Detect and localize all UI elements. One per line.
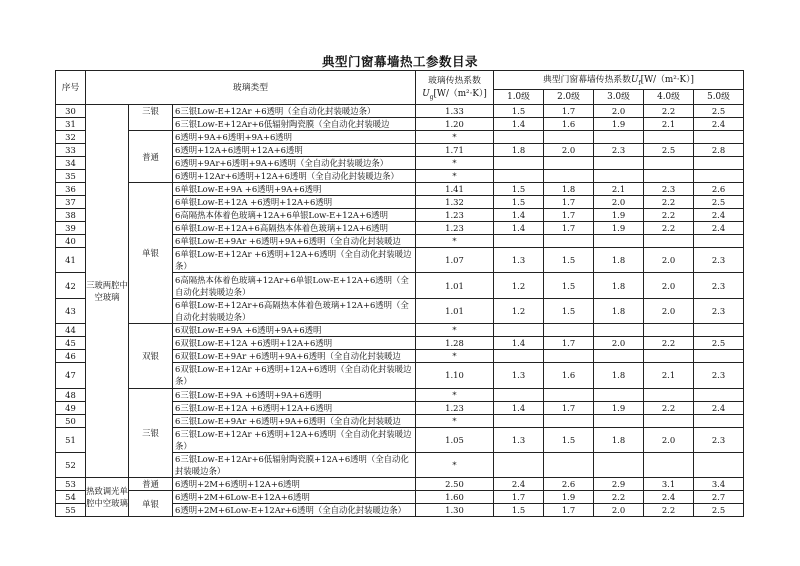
ug-value: 1.23: [416, 222, 494, 235]
uf-value: 2.3: [694, 273, 744, 298]
subcategory: 普通: [129, 478, 173, 491]
uf-value: [694, 131, 744, 144]
uf-value: [544, 414, 594, 427]
uf-value: 2.1: [644, 118, 694, 131]
uf-value: [494, 414, 544, 427]
uf-value: [594, 350, 644, 363]
uf-value: 1.3: [494, 427, 544, 452]
uf-value: [494, 235, 544, 248]
row-no: 50: [56, 414, 86, 427]
uf-value: 2.2: [644, 401, 694, 414]
row-no: 48: [56, 388, 86, 401]
uf-value: [594, 131, 644, 144]
uf-value: [494, 157, 544, 170]
table-row: [56, 324, 744, 337]
glass-type: 6单银Low-E+9Ar +6透明+9A+6透明（全自动化封装暖边: [173, 235, 416, 248]
uf-value: 2.0: [594, 337, 644, 350]
ug-value: 1.23: [416, 401, 494, 414]
uf-value: 2.5: [694, 196, 744, 209]
uf-value: 2.0: [594, 504, 644, 517]
row-no: 52: [56, 452, 86, 477]
ug-value: *: [416, 452, 494, 477]
uf-value: [694, 170, 744, 183]
header-seq: 序号: [56, 71, 86, 105]
uf-value: [644, 131, 694, 144]
uf-value: 2.4: [694, 401, 744, 414]
uf-value: 1.4: [494, 222, 544, 235]
header-grade: 2.0级: [544, 90, 594, 105]
uf-value: [594, 414, 644, 427]
uf-value: 2.2: [644, 337, 694, 350]
uf-value: [694, 157, 744, 170]
uf-value: 1.7: [544, 337, 594, 350]
uf-value: [494, 388, 544, 401]
ug-value: *: [416, 157, 494, 170]
uf-value: [594, 157, 644, 170]
glass-type: 6单银Low-E+12Ar +6透明+12A+6透明（全自动化封装暖边条）: [173, 248, 416, 273]
uf-value: 1.8: [594, 273, 644, 298]
header-ug-sub: g: [429, 93, 434, 101]
table-row: [56, 105, 744, 118]
uf-value: 1.6: [544, 363, 594, 388]
uf-value: [594, 324, 644, 337]
uf-value: 1.7: [544, 105, 594, 118]
ug-value: 1.10: [416, 363, 494, 388]
row-no: 39: [56, 222, 86, 235]
uf-value: [644, 157, 694, 170]
uf-value: [694, 414, 744, 427]
header-uf-label: 典型门窗幕墙传热系数: [543, 75, 631, 85]
uf-value: 2.3: [594, 144, 644, 157]
glass-type: 6高隔热本体着色玻璃+12Ar+6单银Low-E+12A+6透明（全自动化封装暖边条）: [173, 273, 416, 298]
uf-value: 1.9: [594, 118, 644, 131]
uf-value: 1.5: [544, 427, 594, 452]
uf-value: 1.9: [594, 401, 644, 414]
row-no: 46: [56, 350, 86, 363]
glass-type: 6透明+2M+6Low-E+12A+6透明: [173, 491, 416, 504]
thermal-parameters-table: [55, 70, 744, 517]
row-no: 30: [56, 105, 86, 118]
ug-value: 1.33: [416, 105, 494, 118]
header-uf-symbol: U: [631, 75, 639, 85]
ug-value: 1.01: [416, 273, 494, 298]
ug-value: *: [416, 170, 494, 183]
glass-type: 6单银Low-E+12A +6透明+12A+6透明: [173, 196, 416, 209]
uf-value: 1.9: [594, 222, 644, 235]
uf-value: 2.0: [644, 427, 694, 452]
ug-value: 1.01: [416, 298, 494, 323]
uf-value: 1.8: [594, 427, 644, 452]
uf-value: 2.3: [694, 427, 744, 452]
glass-type: 6三银Low-E+12A +6透明+12A+6透明: [173, 401, 416, 414]
subcategory: 普通: [129, 131, 173, 183]
row-no: 51: [56, 427, 86, 452]
uf-value: 2.4: [494, 478, 544, 491]
ug-value: 1.32: [416, 196, 494, 209]
uf-value: 3.1: [644, 478, 694, 491]
category-group: 热致调光单腔中空玻璃: [86, 478, 129, 517]
uf-value: 1.4: [494, 209, 544, 222]
subcategory: 单银: [129, 183, 173, 324]
uf-value: 1.7: [494, 491, 544, 504]
glass-type: 6透明+2M+6透明+12A+6透明: [173, 478, 416, 491]
ug-value: 1.20: [416, 118, 494, 131]
uf-value: 2.2: [594, 491, 644, 504]
uf-value: 2.1: [644, 363, 694, 388]
uf-value: 1.9: [544, 491, 594, 504]
uf-value: [594, 170, 644, 183]
row-no: 32: [56, 131, 86, 144]
header-uf: [494, 71, 744, 90]
uf-value: 1.9: [594, 209, 644, 222]
uf-value: 1.5: [544, 248, 594, 273]
glass-type: 6透明+9A+6透明+9A+6透明: [173, 131, 416, 144]
header-uf-sub: f: [638, 79, 641, 87]
glass-type: 6双银Low-E+9Ar +6透明+9A+6透明（全自动化封装暖边: [173, 350, 416, 363]
header-grade: 1.0级: [494, 90, 544, 105]
uf-value: 2.9: [594, 478, 644, 491]
uf-value: 1.7: [544, 196, 594, 209]
glass-type: 6透明+9Ar+6透明+9A+6透明（全自动化封装暖边条）: [173, 157, 416, 170]
table-row: [56, 183, 744, 196]
uf-value: [544, 131, 594, 144]
uf-value: 1.8: [494, 144, 544, 157]
uf-value: [694, 350, 744, 363]
uf-value: 2.1: [594, 183, 644, 196]
ug-value: *: [416, 388, 494, 401]
row-no: 36: [56, 183, 86, 196]
row-no: 33: [56, 144, 86, 157]
row-no: 44: [56, 324, 86, 337]
uf-value: 2.7: [694, 491, 744, 504]
table-row: [56, 491, 744, 504]
uf-value: 2.2: [644, 504, 694, 517]
uf-value: 3.4: [694, 478, 744, 491]
uf-value: [644, 452, 694, 477]
ug-value: *: [416, 235, 494, 248]
uf-value: 2.0: [644, 298, 694, 323]
header-grade: 4.0级: [644, 90, 694, 105]
uf-value: 1.5: [544, 298, 594, 323]
uf-value: 2.5: [694, 337, 744, 350]
row-no: 47: [56, 363, 86, 388]
uf-value: 2.0: [594, 105, 644, 118]
uf-value: [644, 235, 694, 248]
table-row: [56, 478, 744, 491]
uf-value: [494, 452, 544, 477]
row-no: 49: [56, 401, 86, 414]
uf-value: 1.4: [494, 118, 544, 131]
header-uf-unit: [W/（m²·K）]: [640, 75, 694, 85]
uf-value: 1.6: [544, 118, 594, 131]
glass-type: 6透明+12Ar+6透明+12A+6透明（全自动化封装暖边条）: [173, 170, 416, 183]
header-ug-label: 玻璃传热系数: [428, 75, 481, 86]
header-glass-type: 玻璃类型: [86, 71, 416, 105]
uf-value: 2.6: [694, 183, 744, 196]
glass-type: 6三银Low-E+9A +6透明+9A+6透明: [173, 388, 416, 401]
glass-type: 6三银Low-E+12Ar +6透明+12A+6透明（全自动化封装暖边条）: [173, 427, 416, 452]
uf-value: [594, 388, 644, 401]
row-no: 37: [56, 196, 86, 209]
uf-value: 2.3: [644, 183, 694, 196]
uf-value: 2.0: [644, 248, 694, 273]
uf-value: 1.5: [544, 273, 594, 298]
uf-value: 2.3: [694, 298, 744, 323]
uf-value: 1.7: [544, 209, 594, 222]
uf-value: 1.5: [494, 504, 544, 517]
subcategory: 三银: [129, 388, 173, 478]
uf-value: 1.8: [544, 183, 594, 196]
uf-value: 1.8: [594, 363, 644, 388]
uf-value: [544, 235, 594, 248]
uf-value: [494, 324, 544, 337]
uf-value: 1.3: [494, 248, 544, 273]
uf-value: [544, 350, 594, 363]
uf-value: 1.7: [544, 222, 594, 235]
glass-type: 6三银Low-E+9Ar +6透明+9A+6透明（全自动化封装暖边: [173, 414, 416, 427]
uf-value: 1.5: [494, 105, 544, 118]
uf-value: 1.7: [544, 504, 594, 517]
uf-value: 2.2: [644, 222, 694, 235]
ug-value: 1.05: [416, 427, 494, 452]
ug-value: 1.23: [416, 209, 494, 222]
uf-value: 2.5: [694, 504, 744, 517]
uf-value: 1.3: [494, 363, 544, 388]
row-no: 45: [56, 337, 86, 350]
uf-value: 1.4: [494, 337, 544, 350]
uf-value: [494, 170, 544, 183]
uf-value: [644, 388, 694, 401]
subcategory: 三银: [129, 105, 173, 131]
uf-value: 1.2: [494, 298, 544, 323]
header-ug-unit: [W/（m²·K）]: [433, 88, 487, 99]
uf-value: [694, 388, 744, 401]
header-grade: 3.0级: [594, 90, 644, 105]
uf-value: [494, 131, 544, 144]
ug-value: 1.28: [416, 337, 494, 350]
glass-type: 6单银Low-E+12Ar+6高隔热本体着色玻璃+12A+6透明（全自动化封装暖边条）: [173, 298, 416, 323]
row-no: 38: [56, 209, 86, 222]
uf-value: 1.2: [494, 273, 544, 298]
uf-value: 2.4: [694, 222, 744, 235]
table-row: [56, 388, 744, 401]
row-no: 53: [56, 478, 86, 491]
glass-type: 6单银Low-E+12A+6高隔热本体着色玻璃+12A+6透明: [173, 222, 416, 235]
glass-type: 6透明+12A+6透明+12A+6透明: [173, 144, 416, 157]
uf-value: [594, 235, 644, 248]
uf-value: [644, 414, 694, 427]
page-title: 典型门窗幕墙热工参数目录: [321, 54, 478, 69]
uf-value: [644, 170, 694, 183]
glass-type: 6双银Low-E+12Ar +6透明+12A+6透明（全自动化封装暖边条）: [173, 363, 416, 388]
glass-type: 6单银Low-E+9A +6透明+9A+6透明: [173, 183, 416, 196]
uf-value: 2.6: [544, 478, 594, 491]
category-group: 三玻两腔中空玻璃: [86, 105, 129, 478]
uf-value: 2.2: [644, 105, 694, 118]
uf-value: [544, 324, 594, 337]
uf-value: [544, 452, 594, 477]
header-ug-symbol: U: [422, 88, 430, 99]
ug-value: 1.07: [416, 248, 494, 273]
ug-value: *: [416, 350, 494, 363]
ug-value: *: [416, 324, 494, 337]
uf-value: 2.5: [644, 144, 694, 157]
ug-value: 1.60: [416, 491, 494, 504]
ug-value: *: [416, 131, 494, 144]
uf-value: 1.8: [594, 298, 644, 323]
uf-value: 1.5: [494, 196, 544, 209]
uf-value: 1.7: [544, 401, 594, 414]
glass-type: 6透明+2M+6Low-E+12Ar+6透明（全自动化封装暖边条）: [173, 504, 416, 517]
glass-type: 6三银Low-E+12Ar+6低辐射陶瓷膜（全自动化封装暖边: [173, 118, 416, 131]
uf-value: 2.0: [594, 196, 644, 209]
row-no: 55: [56, 504, 86, 517]
header-ug: [416, 71, 494, 105]
uf-value: [644, 350, 694, 363]
row-no: 43: [56, 298, 86, 323]
uf-value: 2.2: [644, 209, 694, 222]
uf-value: 2.0: [644, 273, 694, 298]
uf-value: 1.4: [494, 401, 544, 414]
uf-value: [594, 452, 644, 477]
uf-value: 2.3: [694, 248, 744, 273]
glass-type: 6双银Low-E+12A +6透明+12A+6透明: [173, 337, 416, 350]
glass-type: 6三银Low-E+12Ar+6低辐射陶瓷膜+12A+6透明（全自动化封装暖边条）: [173, 452, 416, 477]
ug-value: 1.30: [416, 504, 494, 517]
ug-value: 1.41: [416, 183, 494, 196]
ug-value: 2.50: [416, 478, 494, 491]
uf-value: 1.8: [594, 248, 644, 273]
uf-value: 2.4: [694, 118, 744, 131]
ug-value: *: [416, 414, 494, 427]
uf-value: 2.3: [694, 363, 744, 388]
uf-value: [644, 324, 694, 337]
uf-value: [544, 157, 594, 170]
uf-value: 2.8: [694, 144, 744, 157]
uf-value: [694, 452, 744, 477]
subcategory: 单银: [129, 491, 173, 517]
uf-value: 2.4: [644, 491, 694, 504]
uf-value: [694, 235, 744, 248]
table-row: [56, 131, 744, 144]
glass-type: 6高隔热本体着色玻璃+12A+6单银Low-E+12A+6透明: [173, 209, 416, 222]
uf-value: 2.2: [644, 196, 694, 209]
uf-value: 2.5: [694, 105, 744, 118]
row-no: 34: [56, 157, 86, 170]
uf-value: [544, 388, 594, 401]
glass-type: 6双银Low-E+9A +6透明+9A+6透明: [173, 324, 416, 337]
uf-value: [494, 350, 544, 363]
subcategory: 双银: [129, 324, 173, 388]
glass-type: 6三银Low-E+12Ar +6透明（全自动化封装暖边条）: [173, 105, 416, 118]
uf-value: 1.5: [494, 183, 544, 196]
row-no: 54: [56, 491, 86, 504]
row-no: 31: [56, 118, 86, 131]
row-no: 35: [56, 170, 86, 183]
uf-value: 2.0: [544, 144, 594, 157]
uf-value: [544, 170, 594, 183]
row-no: 42: [56, 273, 86, 298]
header-grade: 5.0级: [694, 90, 744, 105]
uf-value: [694, 324, 744, 337]
row-no: 40: [56, 235, 86, 248]
row-no: 41: [56, 248, 86, 273]
uf-value: 2.4: [694, 209, 744, 222]
ug-value: 1.71: [416, 144, 494, 157]
